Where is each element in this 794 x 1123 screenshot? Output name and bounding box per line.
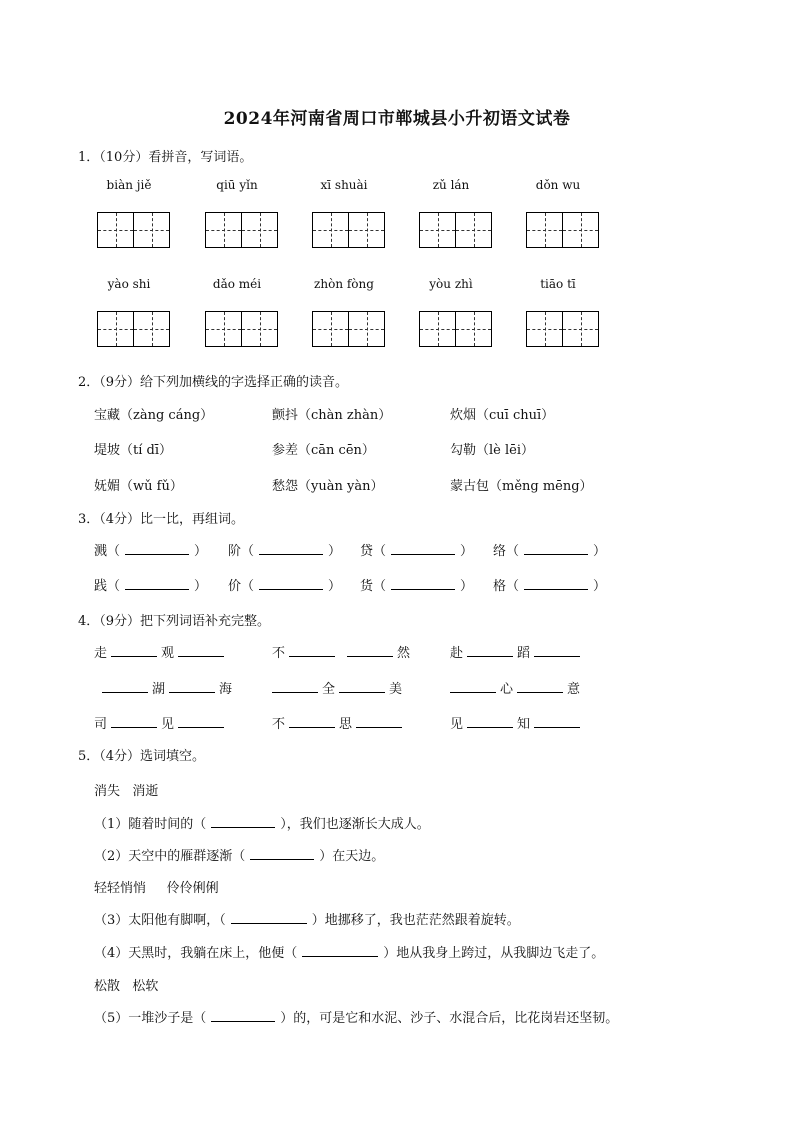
idiom-item [272, 642, 410, 661]
sentence-text: ），我们也逐渐长大成人。 [280, 817, 430, 832]
answer-blank[interactable] [289, 644, 335, 657]
answer-blank[interactable] [111, 644, 157, 657]
compare-char: 阶（ [228, 544, 255, 559]
reading-item: 炊烟（cuī chuī） [450, 408, 555, 423]
q2-stem: 2．（9分）给下列加横线的字选择正确的读音。 [78, 375, 349, 390]
answer-blank[interactable] [289, 715, 335, 728]
answer-blank[interactable] [111, 715, 157, 728]
pinyin-label: zǔ lán [432, 178, 470, 192]
answer-blank[interactable] [102, 680, 148, 693]
sentence-text: ）地挪移了，我也茫茫然跟着旋转。 [311, 913, 520, 928]
q3-stem: 3．（4分）比一比，再组词。 [78, 512, 245, 527]
close-paren: ） [593, 544, 607, 559]
sentence-text: ）的，可是它和水泥、沙子、水混合后，比花岗岩还坚韧。 [280, 1011, 619, 1026]
word-choice-group: 消失 消逝 [94, 784, 159, 799]
answer-blank[interactable] [534, 715, 580, 728]
reading-item: 妩媚（wǔ fǔ） [94, 479, 183, 494]
fill-sentence [94, 1007, 618, 1026]
idiom-item [94, 642, 228, 661]
writing-grid[interactable] [526, 212, 599, 248]
answer-blank[interactable] [524, 542, 588, 555]
answer-blank[interactable] [259, 542, 323, 555]
writing-grid[interactable] [205, 311, 278, 347]
q1-stem: 1．（10分）看拼音，写词语。 [78, 150, 253, 165]
close-paren: ） [328, 544, 342, 559]
close-paren: ） [460, 544, 474, 559]
idiom-char: 湖 [152, 682, 166, 697]
idiom-item [450, 642, 584, 661]
idiom-char: 思 [339, 717, 353, 732]
idiom-item [272, 678, 402, 697]
close-paren: ） [593, 579, 607, 594]
fill-sentence [94, 813, 430, 832]
writing-grid[interactable] [419, 212, 492, 248]
idiom-char: 美 [389, 682, 403, 697]
compare-char: 络（ [493, 544, 520, 559]
idiom-char: 然 [397, 646, 411, 661]
sentence-text: （5）一堆沙子是（ [94, 1011, 207, 1026]
pinyin-label: biàn jiě [106, 178, 152, 192]
answer-blank[interactable] [178, 644, 224, 657]
compare-item [493, 540, 606, 559]
compare-char: 贷（ [360, 544, 387, 559]
idiom-char: 蹈 [517, 646, 531, 661]
writing-grid[interactable] [205, 212, 278, 248]
reading-item: 宝藏（zàng cáng） [94, 408, 214, 423]
answer-blank[interactable] [534, 644, 580, 657]
idiom-char: 司 [94, 717, 108, 732]
answer-blank[interactable] [450, 680, 496, 693]
compare-item [94, 575, 207, 594]
compare-item [228, 540, 341, 559]
answer-blank[interactable] [231, 911, 307, 924]
answer-blank[interactable] [356, 715, 402, 728]
compare-item [493, 575, 606, 594]
idiom-char: 赴 [450, 646, 464, 661]
idiom-char: 走 [94, 646, 108, 661]
close-paren: ） [194, 544, 208, 559]
idiom-char: 不 [272, 717, 286, 732]
idiom-item [272, 713, 406, 732]
compare-char: 格（ [493, 579, 520, 594]
idiom-char: 意 [567, 682, 581, 697]
sentence-text: （3）太阳他有脚啊，（ [94, 913, 226, 928]
pinyin-label: xī shuài [320, 178, 368, 192]
compare-item [360, 575, 473, 594]
answer-blank[interactable] [302, 944, 378, 957]
idiom-item [450, 678, 580, 697]
sentence-text: （2）天空中的雁群逐渐（ [94, 849, 246, 864]
idiom-char: 心 [500, 682, 514, 697]
idiom-char: 知 [517, 717, 531, 732]
answer-blank[interactable] [169, 680, 215, 693]
pinyin-label: qiū yǐn [216, 178, 258, 192]
idiom-char: 观 [161, 646, 175, 661]
pinyin-label: dǒn wu [535, 178, 581, 192]
pinyin-label: zhòn fòng [314, 277, 374, 291]
compare-char: 溅（ [94, 544, 121, 559]
pinyin-label: yòu zhì [429, 277, 473, 291]
writing-grid[interactable] [526, 311, 599, 347]
answer-blank[interactable] [211, 815, 275, 828]
answer-blank[interactable] [272, 680, 318, 693]
idiom-char: 全 [322, 682, 336, 697]
writing-grid[interactable] [97, 311, 170, 347]
reading-item: 愁怨（yuàn yàn） [272, 479, 384, 494]
compare-item [360, 540, 473, 559]
fill-sentence [94, 845, 384, 864]
idiom-char: 见 [161, 717, 175, 732]
answer-blank[interactable] [347, 644, 393, 657]
compare-char: 价（ [228, 579, 255, 594]
idiom-char: 不 [272, 646, 286, 661]
answer-blank[interactable] [250, 847, 314, 860]
writing-grid[interactable] [312, 212, 385, 248]
answer-blank[interactable] [125, 577, 189, 590]
sentence-text: ）在天边。 [319, 849, 385, 864]
writing-grid[interactable] [419, 311, 492, 347]
pinyin-label: tiāo tī [540, 277, 576, 291]
reading-item: 颤抖（chàn zhàn） [272, 408, 392, 423]
answer-blank[interactable] [391, 577, 455, 590]
answer-blank[interactable] [125, 542, 189, 555]
idiom-char: 见 [450, 717, 464, 732]
answer-blank[interactable] [259, 577, 323, 590]
page-title: 2024年河南省周口市郸城县小升初语文试卷 [223, 109, 571, 129]
fill-sentence [94, 942, 604, 961]
answer-blank[interactable] [178, 715, 224, 728]
answer-blank[interactable] [467, 715, 513, 728]
sentence-text: （4）天黑时，我躺在床上，他便（ [94, 946, 298, 961]
word-choice-group: 松散 松软 [94, 979, 159, 994]
word-choice-group: 轻轻悄悄 伶伶俐俐 [94, 881, 219, 896]
sentence-text: ）地从我身上跨过，从我脚边飞走了。 [383, 946, 605, 961]
close-paren: ） [328, 579, 342, 594]
close-paren: ） [460, 579, 474, 594]
writing-grid[interactable] [97, 212, 170, 248]
q5-stem: 5．（4分）选词填空。 [78, 749, 206, 764]
idiom-item [102, 678, 232, 697]
reading-item: 参差（cān cēn） [272, 443, 375, 458]
sentence-text: （1）随着时间的（ [94, 817, 207, 832]
answer-blank[interactable] [211, 1009, 275, 1022]
idiom-char: 海 [219, 682, 233, 697]
answer-blank[interactable] [339, 680, 385, 693]
answer-blank[interactable] [391, 542, 455, 555]
compare-char: 货（ [360, 579, 387, 594]
writing-grid[interactable] [312, 311, 385, 347]
fill-sentence [94, 909, 520, 928]
compare-char: 践（ [94, 579, 121, 594]
compare-item [94, 540, 207, 559]
compare-item [228, 575, 341, 594]
idiom-item [450, 713, 584, 732]
reading-item: 蒙古包（měng mēng） [450, 479, 593, 494]
reading-item: 勾勒（lè lēi） [450, 443, 534, 458]
q4-stem: 4．（9分）把下列词语补充完整。 [78, 614, 271, 629]
answer-blank[interactable] [517, 680, 563, 693]
idiom-item [94, 713, 228, 732]
answer-blank[interactable] [467, 644, 513, 657]
answer-blank[interactable] [524, 577, 588, 590]
pinyin-label: yào shi [107, 277, 151, 291]
close-paren: ） [194, 579, 208, 594]
pinyin-label: dǎo méi [212, 277, 262, 291]
reading-item: 堤坡（tí dī） [94, 443, 172, 458]
